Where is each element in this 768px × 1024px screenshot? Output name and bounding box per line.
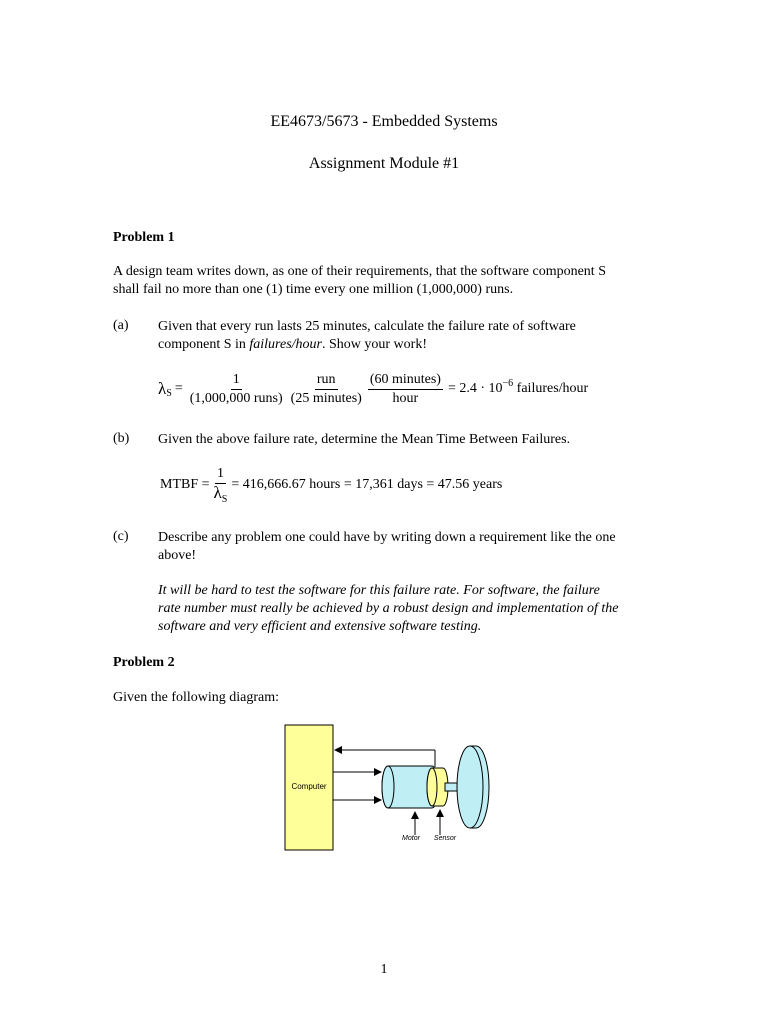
- part-b-question: Given the above failure rate, determine the Mean Time Between Failures.: [158, 432, 571, 447]
- fraction-minutes-numerator: run: [315, 372, 338, 390]
- part-a-line1: Given that every run lasts 25 minutes, calculate the failure rate of software: [158, 319, 576, 334]
- problem1-heading: Problem 1: [113, 230, 175, 245]
- part-a-line2-post: . Show your work!: [322, 337, 427, 352]
- lambda-subscript: S: [166, 387, 172, 399]
- equals-sign: =: [174, 381, 183, 396]
- sensor-end-cap: [427, 768, 437, 806]
- result-unit: failures/hour: [513, 381, 589, 396]
- computer-label: Computer: [291, 782, 327, 791]
- part-c-line1: Describe any problem one could have by writing down a requirement like the one: [158, 530, 616, 545]
- mtbf-numerator: 1: [215, 466, 226, 484]
- sensor-label: Sensor: [433, 835, 457, 842]
- problem1-intro-line1: A design team writes down, as one of their requirements, that the software component S: [113, 264, 606, 279]
- part-c-question: [158, 529, 678, 565]
- lambda-symbol: λ: [158, 379, 167, 398]
- fraction-hour-denominator: hour: [392, 390, 419, 406]
- fraction-minutes-denominator: (25 minutes): [290, 390, 362, 406]
- course-title: EE4673/5673 - Embedded Systems: [270, 113, 498, 130]
- problem2-heading: Problem 2: [113, 655, 175, 670]
- part-a-line2: [158, 336, 678, 354]
- motor-end-cap: [382, 766, 394, 808]
- fraction-hour: [368, 372, 443, 407]
- part-a-label: (a): [113, 318, 129, 333]
- failure-rate-equation: [158, 370, 588, 408]
- disk-face: [457, 746, 483, 828]
- fraction-minutes: [289, 372, 364, 407]
- assignment-title: Assignment Module #1: [308, 155, 460, 172]
- part-c-answer: [158, 582, 678, 636]
- part-c-answer-line3: software and very efficient and extensive software testing.: [158, 619, 482, 634]
- system-diagram: [280, 720, 500, 855]
- mtbf-lhs: MTBF =: [160, 477, 210, 492]
- mtbf-result: = 416,666.67 hours = 17,361 days = 47.56 years: [231, 477, 503, 492]
- page-number: 1: [380, 962, 388, 977]
- fraction-runs: [188, 372, 285, 407]
- problem1-intro: [113, 263, 673, 299]
- part-c-answer-line1: It will be hard to test the software for this failure rate. For software, the failure: [158, 583, 600, 598]
- result-prefix: = 2.4 · 10: [447, 381, 503, 396]
- problem2-intro: Given the following diagram:: [113, 690, 280, 705]
- part-c-line2: above!: [158, 548, 197, 563]
- mtbf-lambda: λ: [213, 483, 222, 502]
- mtbf-denominator: [212, 484, 230, 504]
- fraction-runs-numerator: 1: [231, 372, 242, 390]
- mtbf-fraction: [212, 466, 230, 504]
- motor-label: Motor: [402, 835, 420, 842]
- part-b-label: (b): [113, 431, 130, 446]
- part-a-question: [158, 318, 678, 354]
- part-c-answer-line2: rate number must really be achieved by a robust design and implementation of the: [158, 601, 619, 616]
- fraction-hour-numerator: (60 minutes): [368, 372, 443, 390]
- mtbf-equation: [160, 465, 502, 505]
- fraction-runs-denominator: (1,000,000 runs): [189, 390, 283, 406]
- part-a-units-italic: failures/hour: [249, 337, 322, 352]
- part-a-line2-pre: component S in: [158, 337, 250, 352]
- problem1-intro-line2: shall fail no more than one (1) time every one million (1,000,000) runs.: [113, 282, 514, 297]
- mtbf-lambda-subscript: S: [221, 494, 228, 505]
- result-exponent: −6: [502, 378, 514, 389]
- part-c-label: (c): [113, 529, 129, 544]
- failure-rate-result: [447, 378, 589, 397]
